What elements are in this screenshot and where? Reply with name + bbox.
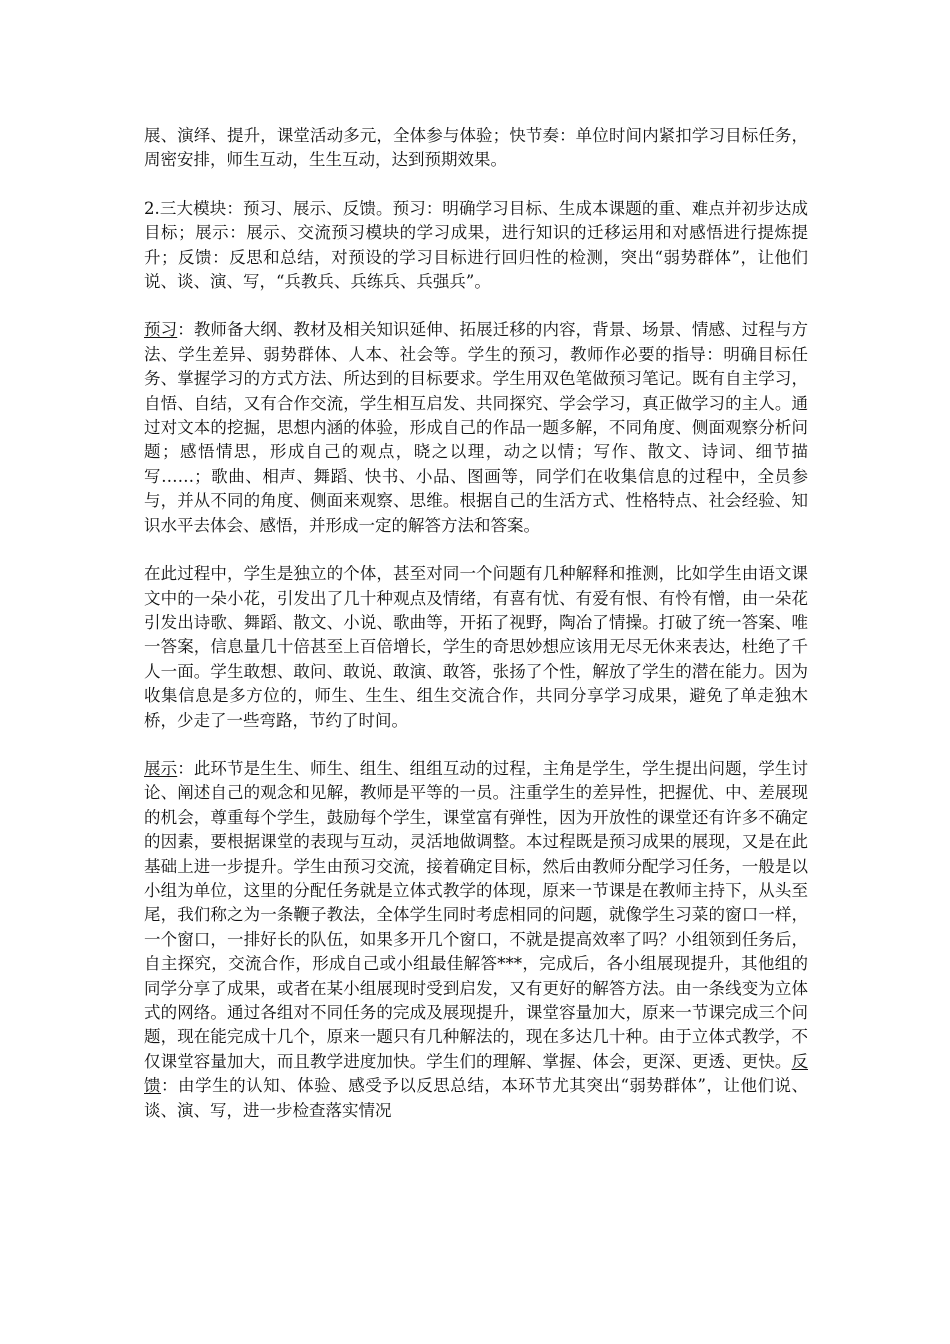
preview-label: 预习	[144, 320, 178, 340]
paragraph-4-text: 在此过程中，学生是独立的个体，甚至对同一个问题有几种解释和推测，比如学生由语文课文中的一朵小花，引发出了几十种观点及情绪，有喜有忧、有爱有恨、有怜有憎，由一朵花引发出诗歌、舞蹈、散文、小说、歌曲等，开拓了视野，陶冶了情操。打破了统一答案、唯一答案，信息量几十倍甚至上百倍增长，学生的奇思妙想应该用无尽无休来表达，杜绝了千人一面。学生敢想、敢问、敢说、敢演、敢答，张扬了个性，解放了学生的潜在能力。因为收集信息是多方位的，师生、生生、组生交流合作，共同分享学习成果，避免了单走独木桥，少走了一些弯路，节约了时间。	[144, 564, 808, 730]
paragraph-2	[144, 197, 808, 295]
document-body	[144, 124, 808, 1147]
paragraph-1	[144, 124, 808, 173]
paragraph-preview-text: ：教师备大纲、教材及相关知识延伸、拓展迁移的内容，背景、场景、情感、过程与方法、学生差异、弱势群体、人本、社会等。学生的预习，教师作必要的指导：明确目标任务、掌握学习的方式方法、所达到的目标要求。学生用双色笔做预习笔记。既有自主学习，自悟、自结，又有合作交流，学生相互启发、共同探究、学会学习，真正做学习的主人。通过对文本的挖掘，思想内涵的体验，形成自己的作品一题多解，不同角度、侧面观察分析问题；感悟情思，形成自己的观点，晓之以理，动之以情；写作、散文、诗词、细节描写……；歌曲、相声、舞蹈、快书、小品、图画等，同学们在收集信息的过程中，全员参与，并从不同的角度、侧面来观察、思维。根据自己的生活方式、性格特点、社会经验、知识水平去体会、感悟，并形成一定的解答方法和答案。	[144, 320, 809, 535]
display-label: 展示	[144, 758, 178, 778]
paragraph-preview	[144, 318, 808, 538]
paragraph-display-text: ：此环节是生生、师生、组生、组组互动的过程，主角是学生，学生提出问题，学生讨论、阐述自己的观念和见解，教师是平等的一员。注重学生的差异性，把握优、中、差展现的机会，尊重每个学生，鼓励每个学生，课堂富有弹性，因为开放性的课堂还有许多不确定的因素，要根据课堂的表现与互动，灵活地做调整。本过程既是预习成果的展现，又是在此基础上进一步提升。学生由预习交流，接着确定目标，然后由教师分配学习任务，一般是以小组为单位，这里的分配任务就是立体式教学的体现，原来一节课是在教师主持下，从头至尾，我们称之为一条鞭子教法，全体学生同时考虑相同的问题，就像学生习菜的窗口一样，一个窗口，一排好长的队伍，如果多开几个窗口，不就是提高效率了吗？小组领到任务后，自主探究，交流合作，形成自己或小组最佳解答***，完成后，各小组展现提升，其他组的同学分享了成果，或者在某小组展现时受到启发，又有更好的解答方法。由一条线变为立体式的网络。通过各组对不同任务的完成及展现提升，课堂容量加大，原来一节课完成三个问题，现在能完成十几个，原来一题只有几种解法的，现在多达几十种。由于立体式教学，不仅课堂容量加大，而且教学进度加快。学生们的理解、掌握、体会，更深、更透、更快。	[144, 758, 809, 1071]
paragraph-4	[144, 562, 808, 733]
paragraph-display	[144, 757, 808, 1123]
paragraph-1-text: 展、演绎、提升，课堂活动多元，全体参与体验；快节奏：单位时间内紧扣学习目标任务，周密安排，师生互动，生生互动，达到预期效果。	[144, 126, 808, 170]
feedback-label: 反馈	[144, 1051, 808, 1096]
paragraph-feedback-text: ：由学生的认知、体验、感受予以反思总结，本环节尤其突出“弱势群体”，让他们说、谈、演、写，进一步检查落实情况	[144, 1076, 809, 1120]
paragraph-2-text: 2.三大模块：预习、展示、反馈。预习：明确学习目标、生成本课题的重、难点并初步达成目标；展示：展示、交流预习模块的学习成果，进行知识的迁移运用和对感悟进行提炼提升；反馈：反思和总结，对预设的学习目标进行回归性的检测，突出“弱势群体”，让他们说、谈、演、写，“兵教兵、兵练兵、兵强兵”。	[144, 198, 808, 292]
